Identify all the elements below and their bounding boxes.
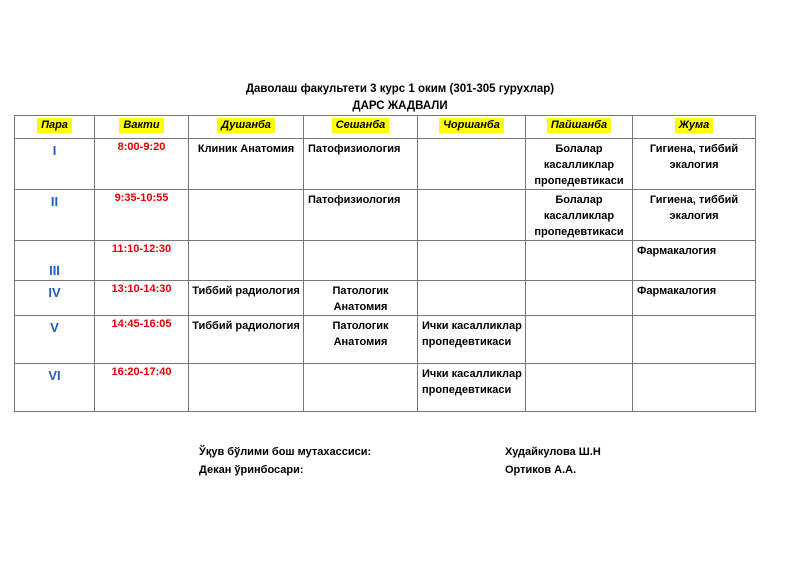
wednesday-cell: [418, 190, 526, 241]
pair-number: III: [15, 241, 95, 281]
pair-number: II: [15, 190, 95, 241]
tuesday-cell: Патофизиология: [304, 190, 418, 241]
monday-cell: Клиник Анатомия: [189, 139, 304, 190]
monday-cell: [189, 190, 304, 241]
table-row: [15, 316, 756, 364]
friday-cell: [633, 364, 756, 412]
time-cell: 16:20-17:40: [95, 364, 189, 412]
header-cell: Жума: [633, 116, 756, 139]
friday-cell: [633, 316, 756, 364]
monday-cell: [189, 241, 304, 281]
header-row: [15, 116, 756, 139]
footer-role-specialist: Ўқув бўлими бош мутахассиси:: [199, 446, 372, 458]
table-row: [15, 364, 756, 412]
pair-number: I: [15, 139, 95, 190]
footer-name-specialist: Худайкулова Ш.Н: [505, 446, 601, 458]
time-cell: 8:00-9:20: [95, 139, 189, 190]
header-cell: Пайшанба: [526, 116, 633, 139]
friday-cell: Гигиена, тиббий экалогия: [633, 190, 756, 241]
friday-cell: Фармакалогия: [633, 281, 756, 316]
header-cell: Душанба: [189, 116, 304, 139]
schedule-heading: ДАРС ЖАДВАЛИ: [352, 100, 448, 112]
thursday-cell: Болалар касалликлар пропедевтикаси: [526, 139, 633, 190]
time-cell: 14:45-16:05: [95, 316, 189, 364]
footer-role-deputy-dean: Декан ўринбосари:: [199, 464, 304, 476]
monday-cell: Тиббий радиология: [189, 281, 304, 316]
friday-cell: Гигиена, тиббий экалогия: [633, 139, 756, 190]
wednesday-cell: [418, 139, 526, 190]
thursday-cell: [526, 281, 633, 316]
thursday-cell: [526, 364, 633, 412]
document-title: Даволаш факультети 3 курс 1 оким (301-305 гурухлар): [245, 83, 555, 95]
table-row: [15, 281, 756, 316]
tuesday-cell: [304, 364, 418, 412]
time-cell: 13:10-14:30: [95, 281, 189, 316]
time-cell: 11:10-12:30: [95, 241, 189, 281]
schedule-table: [14, 115, 756, 412]
monday-cell: Тиббий радиология: [189, 316, 304, 364]
table-row: [15, 241, 756, 281]
pair-number: VI: [15, 364, 95, 412]
wednesday-cell: Ички касалликлар пропедевтикаси: [418, 364, 526, 412]
tuesday-cell: [304, 241, 418, 281]
wednesday-cell: Ички касалликлар пропедевтикаси: [418, 316, 526, 364]
time-cell: 9:35-10:55: [95, 190, 189, 241]
tuesday-cell: Патофизиология: [304, 139, 418, 190]
header-cell: Сешанба: [304, 116, 418, 139]
wednesday-cell: [418, 241, 526, 281]
pair-number: IV: [15, 281, 95, 316]
pair-number: V: [15, 316, 95, 364]
thursday-cell: [526, 316, 633, 364]
monday-cell: [189, 364, 304, 412]
header-cell: Пара: [15, 116, 95, 139]
table-row: [15, 190, 756, 241]
friday-cell: Фармакалогия: [633, 241, 756, 281]
footer-name-deputy-dean: Ортиков А.А.: [505, 464, 577, 476]
thursday-cell: Болалар касалликлар пропедевтикаси: [526, 190, 633, 241]
tuesday-cell: Патологик Анатомия: [304, 316, 418, 364]
thursday-cell: [526, 241, 633, 281]
table-row: [15, 139, 756, 190]
header-cell: Чоршанба: [418, 116, 526, 139]
wednesday-cell: [418, 281, 526, 316]
tuesday-cell: Патологик Анатомия: [304, 281, 418, 316]
header-cell: Вакти: [95, 116, 189, 139]
